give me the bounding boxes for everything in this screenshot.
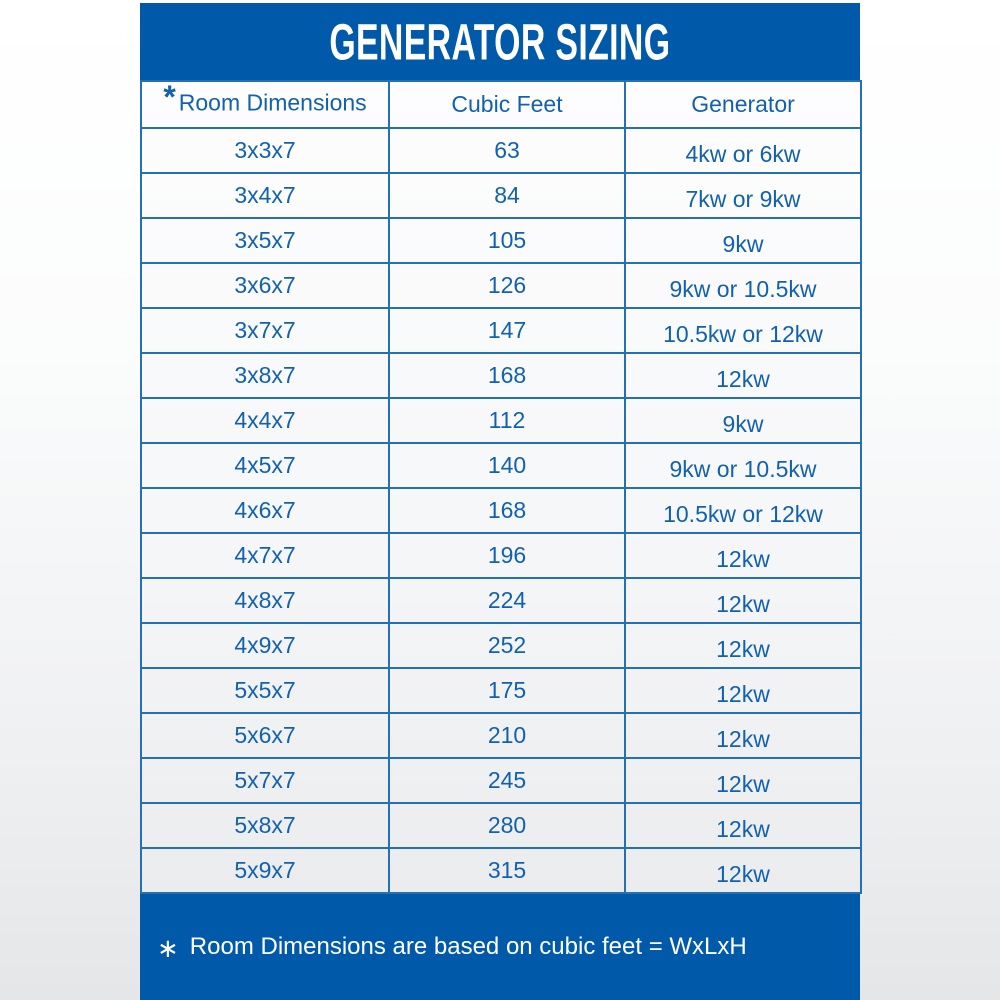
cell-cubic-feet: 112 [389,398,625,443]
cell-room-dimensions: 4x6x7 [141,488,389,533]
column-header-cubic-feet: Cubic Feet [389,81,625,128]
column-header-generator: Generator [625,81,861,128]
table-row [141,353,861,398]
table-row [141,803,861,848]
column-header-room-dimensions [141,81,389,128]
cell-room-dimensions: 4x8x7 [141,578,389,623]
cell-room-dimensions: 3x4x7 [141,173,389,218]
table-row [141,398,861,443]
table-row [141,713,861,758]
table-row [141,443,861,488]
table-row [141,128,861,173]
cell-cubic-feet: 84 [389,173,625,218]
cell-room-dimensions: 3x8x7 [141,353,389,398]
cell-cubic-feet: 280 [389,803,625,848]
cell-generator: 7kw or 9kw [625,173,861,218]
table-row [141,668,861,713]
generator-sizing-panel [140,3,860,1000]
table-row [141,173,861,218]
cell-room-dimensions: 5x6x7 [141,713,389,758]
cell-cubic-feet: 168 [389,488,625,533]
cell-room-dimensions: 5x8x7 [141,803,389,848]
cell-generator: 12kw [625,803,861,848]
cell-generator: 4kw or 6kw [625,128,861,173]
cell-room-dimensions: 4x4x7 [141,398,389,443]
cell-generator: 12kw [625,353,861,398]
table-header-row [141,81,861,128]
cell-room-dimensions: 3x6x7 [141,263,389,308]
cell-generator: 9kw [625,218,861,263]
column-header-room-dimensions-label: Room Dimensions [178,89,367,116]
cell-room-dimensions: 4x9x7 [141,623,389,668]
cell-cubic-feet: 126 [389,263,625,308]
cell-generator: 10.5kw or 12kw [625,308,861,353]
table-row [141,758,861,803]
table-row [141,848,861,893]
footnote [140,894,860,1000]
cell-room-dimensions: 5x5x7 [141,668,389,713]
cell-cubic-feet: 315 [389,848,625,893]
cell-room-dimensions: 4x7x7 [141,533,389,578]
cell-generator: 12kw [625,668,861,713]
cell-cubic-feet: 63 [389,128,625,173]
cell-cubic-feet: 147 [389,308,625,353]
cell-room-dimensions: 3x7x7 [141,308,389,353]
cell-cubic-feet: 196 [389,533,625,578]
cell-cubic-feet: 140 [389,443,625,488]
generator-sizing-table [140,80,862,894]
table-body [141,128,861,893]
cell-room-dimensions: 5x7x7 [141,758,389,803]
header-asterisk: * [163,79,176,115]
cell-room-dimensions: 5x9x7 [141,848,389,893]
cell-generator: 9kw or 10.5kw [625,263,861,308]
title-band [140,3,860,80]
cell-generator: 12kw [625,578,861,623]
cell-room-dimensions: 3x5x7 [141,218,389,263]
cell-generator: 12kw [625,623,861,668]
cell-generator: 9kw or 10.5kw [625,443,861,488]
cell-room-dimensions: 4x5x7 [141,443,389,488]
cell-cubic-feet: 175 [389,668,625,713]
table-row [141,308,861,353]
footnote-text: Room Dimensions are based on cubic feet = WxLxH [189,933,747,960]
cell-room-dimensions: 3x3x7 [141,128,389,173]
table-row [141,488,861,533]
cell-generator: 9kw [625,398,861,443]
cell-cubic-feet: 245 [389,758,625,803]
cell-cubic-feet: 168 [389,353,625,398]
table-row [141,623,861,668]
table-row [141,263,861,308]
cell-generator: 12kw [625,758,861,803]
table-row [141,533,861,578]
cell-cubic-feet: 210 [389,713,625,758]
footnote-asterisk: ∗ [157,932,179,963]
table-row [141,218,861,263]
cell-generator: 12kw [625,533,861,578]
cell-generator: 12kw [625,848,861,893]
cell-generator: 10.5kw or 12kw [625,488,861,533]
cell-cubic-feet: 105 [389,218,625,263]
table-row [141,578,861,623]
cell-cubic-feet: 252 [389,623,625,668]
cell-cubic-feet: 224 [389,578,625,623]
page-title: GENERATOR SIZING [329,12,671,71]
cell-generator: 12kw [625,713,861,758]
